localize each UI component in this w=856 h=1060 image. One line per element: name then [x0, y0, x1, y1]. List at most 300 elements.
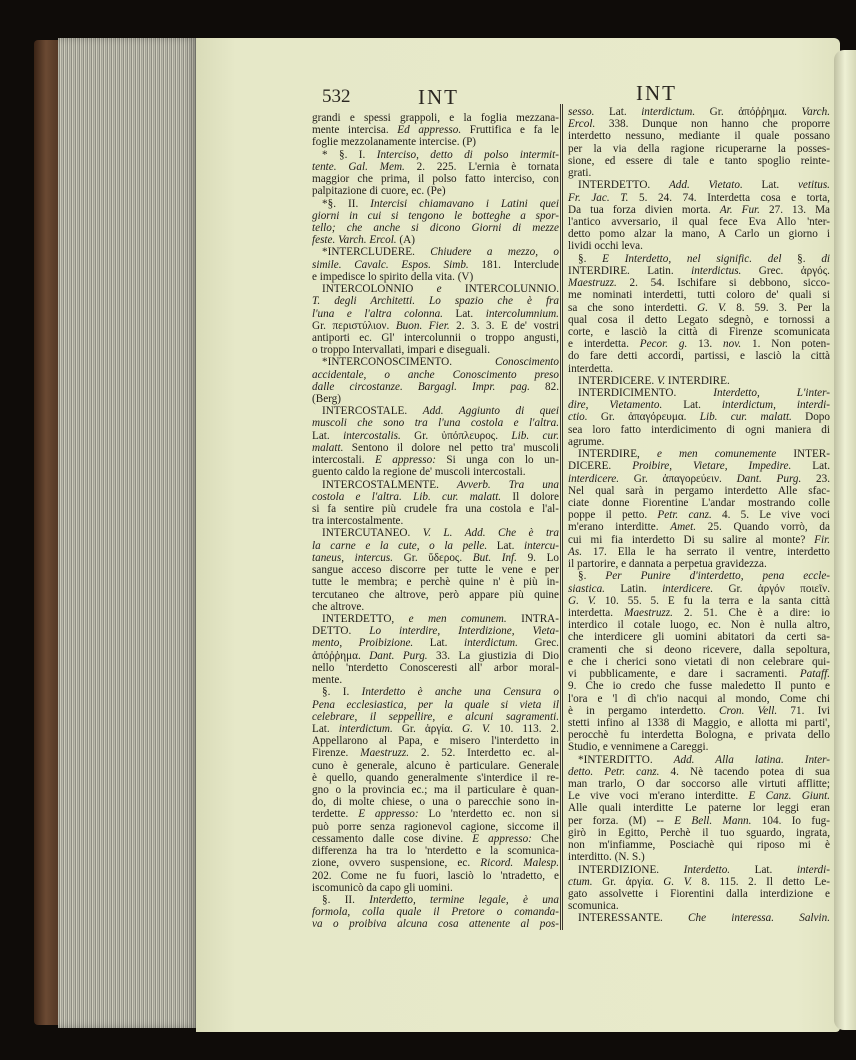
text-line	[568, 289, 830, 301]
roman-text: (A)	[396, 234, 415, 247]
roman-text: 8. 115. 2. Il detto Le-	[691, 875, 830, 888]
text-line	[568, 583, 830, 595]
roman-text: Latin.	[604, 582, 663, 595]
roman-text: DETTO.	[312, 625, 370, 638]
roman-text: Lat.	[662, 399, 722, 412]
text-line	[568, 265, 830, 277]
text-line	[568, 106, 830, 118]
roman-text: Appellarono al Papa, e misero l'interdetto in	[312, 735, 559, 748]
roman-text: 2. 52. Interdetto ec. al-	[409, 747, 560, 760]
text-line	[568, 888, 830, 900]
text-line	[568, 546, 830, 558]
roman-text: Lat.	[487, 539, 524, 552]
roman-text: e impedisce lo spirito della vita. (V)	[312, 270, 474, 283]
dictionary-entry	[312, 686, 559, 894]
roman-text: 4. Nè tacendo potea di sua	[659, 765, 830, 778]
italic-text: costola e l'altra. Lib. cur. malatt.	[312, 490, 502, 503]
italic-text: Interdetto.	[683, 863, 731, 876]
roman-text: Le vive voci m'erano interditte.	[568, 790, 749, 803]
roman-text: Grec.	[517, 637, 559, 650]
text-line	[568, 790, 830, 802]
italic-text: intercu-	[524, 539, 559, 552]
roman-text: agrume.	[568, 435, 605, 448]
roman-text: INTERDIRE,	[578, 448, 657, 461]
italic-text: Petr. canz.	[657, 509, 712, 522]
roman-text: Lo 'nterdetto ec. non si	[418, 808, 560, 821]
dictionary-entry	[568, 754, 830, 864]
roman-text: §. II.	[322, 894, 370, 906]
text-line	[312, 662, 559, 674]
text-line	[568, 375, 830, 387]
text-line	[312, 417, 559, 429]
text-line	[312, 576, 559, 588]
roman-text: Il dolore	[501, 490, 559, 503]
italic-text: V.	[656, 374, 666, 387]
text-line	[568, 607, 830, 619]
text-line	[568, 204, 830, 216]
roman-text: qual cosa il detto Legato sdegnò, e tornossi a	[568, 313, 830, 326]
text-line	[568, 277, 830, 289]
text-line	[568, 118, 830, 130]
roman-text: 4. 5. Le vive voci	[711, 509, 830, 522]
roman-text: Lat.	[413, 637, 464, 650]
text-line	[312, 149, 559, 161]
italic-text: detto. Petr. canz.	[568, 765, 660, 778]
text-line	[312, 124, 559, 136]
text-line	[312, 344, 559, 356]
italic-text: Interdetto, L'inter-	[713, 387, 831, 400]
text-line	[312, 540, 559, 552]
dictionary-entry	[568, 253, 830, 375]
italic-text: intercostalis.	[343, 429, 401, 442]
roman-text: 9. Che io credo che fusse maledetto Il punto e	[568, 680, 830, 693]
roman-text: non m'infiamme, Posciachè qui riposo mi è	[568, 839, 830, 852]
italic-text: E appresso:	[472, 832, 532, 845]
text-line	[568, 338, 830, 350]
italic-text: Proibire, Vietare, Impedire.	[632, 460, 792, 473]
roman-text: INTERDETTO,	[322, 612, 409, 625]
italic-text: muscoli che sono tra l'una costola e l'altra.	[312, 417, 559, 430]
text-line	[312, 271, 559, 283]
roman-text: Si unga con lo un-	[435, 454, 559, 467]
roman-text: grandi e spessi grappoli, e la foglia mezzana-	[312, 112, 559, 124]
italic-text: dalle circostanze. Bargagl. Impr. pag.	[312, 380, 530, 393]
text-line	[312, 503, 559, 515]
roman-text: Gr. ὑπόπλευρος.	[400, 429, 512, 442]
roman-text: o troppo Intervallati, impari e diseguali.	[312, 344, 491, 357]
roman-text: Gr. περιστύλιον.	[312, 319, 396, 332]
roman-text: maggior che prima, il polso fatto interciso, con	[312, 173, 559, 186]
text-line	[568, 851, 830, 863]
roman-text: sa che sono interdetti.	[568, 301, 698, 314]
text-line	[568, 754, 830, 766]
roman-text: 71. Ivi	[777, 704, 830, 717]
text-line	[568, 473, 830, 485]
roman-text: Gr. ἀπαγορεύειν.	[619, 472, 737, 485]
next-page-edge	[834, 50, 856, 1030]
roman-text: sione, ed essere di tale e tanto spoglio reinte-	[568, 154, 830, 167]
dictionary-entry	[312, 405, 559, 478]
italic-text: e	[436, 283, 442, 296]
italic-text: la carne e la cute, o la pelle.	[312, 539, 488, 552]
roman-text: iscomunicò da capo gli uomini.	[312, 881, 453, 894]
text-line	[312, 760, 559, 772]
italic-text: taneus, intercus.	[312, 551, 394, 564]
roman-text: 2. 51. Che è a dire: io	[672, 606, 830, 619]
italic-text: vetitus.	[797, 179, 830, 192]
dictionary-entry	[312, 283, 559, 356]
italic-text: Ricord. Malesp.	[480, 857, 560, 870]
roman-text: interditto. (N. S.)	[568, 851, 645, 864]
roman-text: 9. Lo	[516, 551, 559, 564]
roman-text: stetti infino al 1338 di Maggio, e allotta mi parti',	[568, 716, 830, 729]
italic-text: Dant. Purg.	[736, 472, 802, 485]
text-line	[312, 613, 559, 625]
italic-text: Pena ecclesiastica, per la quale si vieta il	[312, 698, 559, 711]
dictionary-entry	[568, 387, 830, 448]
roman-text: INTERESSANTE.	[578, 912, 689, 925]
text-line	[312, 173, 559, 185]
italic-text: But. Inf.	[472, 551, 517, 564]
italic-text: Varch.	[801, 106, 830, 118]
roman-text: 1. Non poten-	[741, 338, 830, 351]
italic-text: Per Punire d'interdetto, pena eccle-	[605, 570, 831, 583]
roman-text: Gr. ἀργία.	[592, 875, 664, 888]
text-line	[568, 876, 830, 888]
roman-text: palpitazione di cuore, ec. (Pe)	[312, 185, 446, 198]
text-line	[312, 308, 559, 320]
roman-text: Nel qual sarà in pergamo interdetto Alle sfac-	[568, 484, 830, 497]
text-line	[568, 668, 830, 680]
roman-text: 17. Ella le ha serrato il ventre, interdetto	[581, 545, 830, 558]
text-line	[568, 717, 830, 729]
italic-text: tente. Gal. Mem.	[312, 160, 405, 173]
roman-text: sangue acceso discorre per tutte le vene e per	[312, 564, 559, 577]
text-line	[312, 601, 559, 613]
text-line	[312, 320, 559, 332]
text-line	[568, 741, 830, 753]
italic-text: e men comunemente	[656, 448, 777, 461]
roman-text: §. I.	[322, 686, 362, 699]
italic-text: Dant. Purg.	[369, 649, 428, 662]
text-line	[568, 240, 830, 252]
roman-text: tercutaneo che altrove, però appare più quine	[312, 588, 559, 601]
text-line	[568, 802, 830, 814]
text-line	[568, 619, 830, 631]
italic-text: Add. Vietato.	[668, 179, 743, 192]
dictionary-entry	[568, 912, 830, 924]
text-line	[312, 833, 559, 845]
roman-text: intercostali.	[312, 454, 375, 467]
right-column	[568, 106, 830, 925]
dictionary-entry	[312, 613, 559, 686]
roman-text: che interdicere gli uomini abitatori da certi sa-	[568, 631, 830, 644]
roman-text: antiporti ec. Gl' intercolunnii o troppo angusti,	[312, 331, 559, 344]
text-line	[568, 644, 830, 656]
roman-text: (Berg)	[312, 393, 341, 406]
roman-text: 10. 113. 2.	[490, 722, 559, 735]
text-line	[568, 729, 830, 741]
italic-text: ctio.	[568, 411, 588, 424]
text-line	[312, 808, 559, 820]
text-line	[312, 369, 559, 381]
text-line	[312, 222, 559, 234]
roman-text: INTERDICIMENTO.	[578, 387, 714, 400]
text-line	[568, 155, 830, 167]
roman-text: 25. Quando vorrò, da	[696, 521, 830, 534]
roman-text: e interdetta.	[568, 338, 640, 351]
text-line	[568, 228, 830, 240]
text-line	[568, 179, 830, 191]
italic-text: As.	[568, 545, 582, 558]
italic-text: E appresso:	[374, 454, 436, 467]
text-line	[312, 772, 559, 784]
running-head-right: INT	[636, 81, 677, 105]
dictionary-entry	[312, 527, 559, 613]
text-line	[568, 900, 830, 912]
text-line	[568, 509, 830, 521]
text-line	[312, 356, 559, 368]
roman-text: *INTERDITTO.	[578, 753, 674, 766]
italic-text: interdicere.	[568, 472, 620, 485]
roman-text: si fa sentire più crudele fra una costola e l'al-	[312, 503, 559, 515]
text-line	[568, 253, 830, 265]
roman-text: INTERCUTANEO.	[322, 527, 423, 540]
roman-text: cuno è generale, alcuno è particulare. Generale	[312, 759, 559, 772]
text-line	[312, 332, 559, 344]
dictionary-entry	[568, 375, 830, 387]
roman-text: 82.	[529, 380, 559, 393]
text-line	[568, 143, 830, 155]
roman-text: 27. 13. Ma	[759, 203, 830, 216]
roman-text: è quello, quando generalmente s'interdice il re-	[312, 771, 559, 784]
italic-text: simile. Cavalc. Espos. Simb.	[312, 258, 469, 271]
text-line	[568, 460, 830, 472]
text-line	[568, 314, 830, 326]
roman-text: Lat.	[791, 460, 830, 473]
text-line	[568, 912, 830, 924]
roman-text: DICERE.	[568, 460, 633, 473]
text-line	[312, 259, 559, 271]
roman-text: interdico il cotale luogo, ec. Non è nulla altro,	[568, 619, 830, 632]
text-line	[312, 405, 559, 417]
italic-text: Interciso, detto di polso intermit-	[376, 148, 559, 161]
text-line	[568, 302, 830, 314]
italic-text: interdi-	[796, 863, 830, 876]
roman-text: §.	[781, 252, 822, 265]
italic-text: accidentale, o anche Conoscimento preso	[312, 368, 559, 381]
text-line	[568, 326, 830, 338]
roman-text: poppe il petto.	[568, 509, 658, 522]
italic-text: Interdetto è anche una Censura o	[361, 686, 559, 699]
italic-text: Lib. cur. malatt.	[699, 411, 792, 424]
italic-text: Lib. cur.	[511, 429, 559, 442]
text-line	[312, 479, 559, 491]
text-line	[312, 210, 559, 222]
text-line	[312, 381, 559, 393]
text-line	[568, 534, 830, 546]
italic-text: G. V.	[568, 594, 596, 607]
roman-text: Grec. ἀργός.	[741, 264, 830, 277]
roman-text: 338. Dunque non hanno che proporre	[595, 118, 830, 131]
roman-text: girò in Egitto, Perchè il tuo sguardo, ingrata,	[568, 826, 830, 839]
roman-text: Fruttifica e fa le	[461, 124, 559, 137]
text-line	[568, 436, 830, 448]
text-line	[568, 839, 830, 851]
text-line	[568, 521, 830, 533]
roman-text: cramenti che si deono ricevere, dalla sepoltura,	[568, 643, 830, 656]
italic-text: intercolumnium.	[485, 307, 559, 320]
roman-text: Da tua forza divien morta.	[568, 203, 720, 216]
italic-text: l'una e l'altra colonna.	[312, 307, 443, 320]
italic-text: dire, Vietamento.	[568, 399, 663, 412]
italic-text: nov.	[723, 338, 742, 351]
italic-text: formola, colla quale il Pretore o comanda-	[312, 906, 559, 919]
roman-text: mente intercisa.	[312, 124, 398, 137]
text-line	[312, 625, 559, 637]
italic-text: Lo interdire, Interdizione, Vieta-	[369, 625, 559, 638]
italic-text: E Interdetto, nel signific. del	[602, 252, 782, 265]
roman-text: INTERDICERE.	[578, 374, 657, 387]
italic-text: Buon. Fier.	[395, 319, 450, 332]
text-line	[312, 234, 559, 246]
roman-text: Lat.	[442, 307, 486, 320]
text-line	[312, 161, 559, 173]
roman-text: è in pergamo interdetto.	[568, 704, 720, 717]
italic-text: ctum.	[568, 875, 593, 888]
text-line	[568, 631, 830, 643]
text-line	[312, 857, 559, 869]
italic-text: Maestruzz.	[624, 606, 673, 619]
roman-text: INTERDIZIONE.	[578, 863, 684, 876]
roman-text: 202. Come ne fu fuori, lasciò lo 'ntradetto, e	[312, 869, 559, 882]
italic-text: siastica.	[568, 582, 605, 595]
text-line	[568, 497, 830, 509]
text-line	[312, 198, 559, 210]
text-line	[568, 130, 830, 142]
text-line	[312, 796, 559, 808]
text-line	[312, 564, 559, 576]
roman-text: INTERCOSTALMENTE.	[322, 478, 457, 491]
roman-text: scomunica.	[568, 900, 619, 913]
roman-text: INTERDETTO.	[578, 179, 669, 192]
italic-text: Ed appresso.	[397, 124, 462, 137]
text-line	[312, 650, 559, 662]
text-line	[312, 918, 559, 930]
text-line	[312, 136, 559, 148]
text-line	[568, 167, 830, 179]
italic-text: Interdetto, termine legale, è una	[369, 894, 559, 906]
italic-text: feste. Varch. Ercol.	[312, 234, 397, 247]
text-line	[312, 699, 559, 711]
text-line	[312, 735, 559, 747]
page-number: 532	[322, 86, 351, 107]
text-line	[312, 711, 559, 723]
roman-text: interdetta.	[568, 606, 625, 619]
roman-text: INTERCOSTALE.	[322, 405, 423, 418]
roman-text: m'erano interditte.	[568, 521, 671, 534]
text-line	[568, 680, 830, 692]
roman-text: per forza. (M) --	[568, 814, 675, 827]
text-line	[568, 815, 830, 827]
roman-text: INTERCOLUNNIO.	[441, 283, 560, 296]
text-line	[568, 827, 830, 839]
text-line	[568, 399, 830, 411]
dictionary-entry	[568, 179, 830, 252]
roman-text: 8. 59. 3. Per la	[726, 301, 830, 314]
roman-text: Sentono il dolore nel petto tra' muscoli	[343, 441, 559, 454]
text-line	[568, 350, 830, 362]
dictionary-entry	[568, 570, 830, 753]
italic-text: Maestruzz.	[360, 747, 410, 760]
text-line	[312, 894, 559, 906]
roman-text: 2. 54. Ischifare si debbono, sicco-	[616, 277, 830, 290]
text-line	[312, 283, 559, 295]
text-line	[568, 864, 830, 876]
italic-text: tello; che anche si dicono Giorni di mezze	[312, 221, 559, 234]
roman-text: Gr. ἀργόν ποιεῖν.	[713, 582, 830, 595]
roman-text: 10. 55. 5. E fu la terra e la santa città	[595, 594, 830, 607]
dictionary-entry	[312, 894, 559, 931]
italic-text: interdictum.	[641, 106, 696, 118]
roman-text: e che i cherici sono vietati di non celebrare qui-	[568, 655, 830, 668]
italic-text: interdictum.	[463, 637, 518, 650]
dictionary-entry	[568, 106, 830, 179]
text-line	[312, 552, 559, 564]
roman-text: Che	[531, 832, 559, 845]
roman-text: me nominati interdetti, tutti coloro de' quali si	[568, 289, 830, 302]
text-line	[568, 485, 830, 497]
text-line	[568, 363, 830, 375]
italic-text: malatt.	[312, 441, 344, 454]
text-line	[312, 515, 559, 527]
roman-text: INTRA-	[506, 612, 559, 625]
text-line	[312, 246, 559, 258]
italic-text: E Canz. Giunt.	[748, 790, 830, 803]
text-line	[568, 411, 830, 423]
text-line	[312, 112, 559, 124]
roman-text: Studio, e vennimene a Careggi.	[568, 741, 709, 754]
italic-text: Avverb. Tra una	[456, 478, 559, 491]
roman-text: zione, ovvero suspensione, ec.	[312, 857, 481, 870]
roman-text: guento caldo la regione de' muscoli intercostali.	[312, 466, 526, 479]
roman-text: *INTERCONOSCIMENTO.	[322, 356, 495, 369]
text-line	[568, 705, 830, 717]
italic-text: Ar. Fur.	[719, 203, 760, 216]
roman-text: ciate donne Fiorentine L'andar mostrando colle	[568, 497, 830, 509]
italic-text: interdictum.	[338, 722, 393, 735]
text-line	[568, 570, 830, 582]
text-line	[312, 185, 559, 197]
roman-text: detto pomo alzar la mano, A Carlo un giorno i	[568, 228, 830, 241]
italic-text: Add. Aggiunto di quei	[422, 405, 559, 418]
italic-text: mento, Proibizione.	[312, 637, 414, 650]
column-rule	[560, 104, 563, 930]
roman-text: mente.	[312, 674, 343, 687]
roman-text: ἀπόῤῥημα.	[312, 649, 370, 662]
text-line	[312, 589, 559, 601]
italic-text: Amet.	[670, 521, 697, 534]
dictionary-entry	[312, 479, 559, 528]
roman-text: differenza ha tra lo 'nterdetto e la scomunica-	[312, 845, 559, 858]
text-line	[312, 674, 559, 686]
text-line	[312, 393, 559, 405]
roman-text: * §. I.	[322, 148, 377, 161]
italic-text: G. V.	[462, 722, 491, 735]
text-line	[312, 686, 559, 698]
roman-text: perocchè fu interdetta Bologna, e privata dello	[568, 729, 830, 742]
roman-text: *INTERCLUDERE.	[322, 246, 431, 259]
